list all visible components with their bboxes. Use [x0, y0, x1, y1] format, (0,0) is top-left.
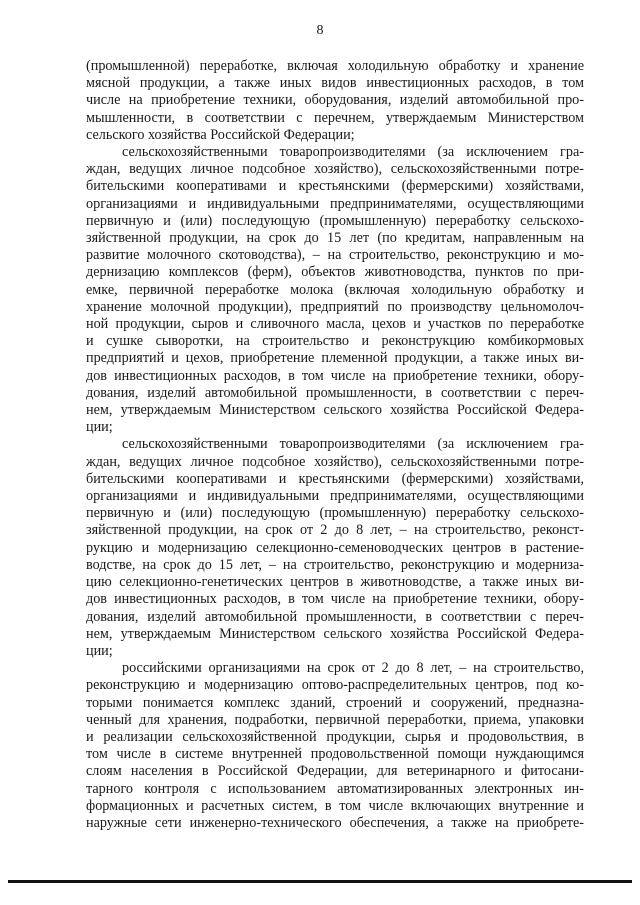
text-line: организациями и индивидуальными предпринимателями, осуществляющими: [86, 195, 584, 212]
text-line: бительскими кооперативами и крестьянскими (фермерскими) хозяйствами,: [86, 470, 584, 487]
text-line: том числе в системе внутренней продовольственной помощи нуждающимся: [86, 746, 584, 763]
text-line: дования, изделий автомобильной промышленности, в соответствии с переч-: [86, 384, 584, 401]
text-line: ции;: [86, 642, 113, 659]
paragraph: [86, 58, 584, 144]
text-line: рукцию и модернизацию селекционно-семеноводческих центров в растение-: [86, 539, 584, 556]
text-line: бительскими кооперативами и крестьянскими (фермерскими) хозяйствами,: [86, 178, 584, 195]
text-line: слоям населения в Российской Федерации, для ветеринарного и фитосани-: [86, 763, 584, 780]
page-number: 8: [316, 23, 324, 38]
text-line: первичную и (или) последующую (промышленную) переработку сельскохо-: [86, 505, 584, 522]
text-line: российскими организациями на срок от 2 до 8 лет, – на строительство,: [122, 660, 584, 677]
text-line: емке, первичной переработке молока (включая холодильную обработку и: [86, 281, 584, 298]
text-line: числе на приобретение техники, оборудования, изделий автомобильной про-: [86, 92, 584, 109]
text-line: ции;: [86, 419, 113, 436]
text-line: ченный для хранения, подработки, первичной переработки, приема, упаковки: [86, 711, 584, 728]
text-line: зяйственной продукции, на срок от 2 до 8 лет, – на строительство, реконст-: [86, 522, 584, 539]
text-line: водстве, на срок до 15 лет, – на строительство, реконструкцию и модерниза-: [86, 556, 584, 573]
text-line: организациями и индивидуальными предпринимателями, осуществляющими: [86, 488, 584, 505]
text-line: дов инвестиционных расходов, в том числе на приобретение техники, обору-: [86, 367, 584, 384]
text-line: сельскохозяйственными товаропроизводителями (за исключением гра-: [122, 436, 584, 453]
text-line: сельского хозяйства Российской Федерации;: [86, 126, 355, 143]
text-line: предприятий и цехов, приобретение племенной продукции, а также иных ви-: [86, 350, 584, 367]
paragraph: [86, 660, 584, 832]
text-line: и реализации сельскохозяйственной продукции, сырья и продовольствия, в: [86, 728, 584, 745]
text-line: мясной продукции, а также иных видов инвестиционных расходов, в том: [86, 75, 584, 92]
text-line: реконструкцию и модернизацию оптово-распределительных центров, под ко-: [86, 677, 584, 694]
paragraph: [86, 144, 584, 436]
text-line: нем, утверждаемым Министерством сельского хозяйства Российской Федера-: [86, 402, 584, 419]
text-line: ной продукции, сыров и сливочного масла, цехов и участков по переработке: [86, 316, 584, 333]
text-line: и сушке сыворотки, на строительство и реконструкцию комбикормовых: [86, 333, 584, 350]
text-line: формационных и расчетных систем, в том числе включающих внутренние и: [86, 797, 584, 814]
text-line: тарного контроля с использованием автоматизированных электронных ин-: [86, 780, 584, 797]
document-body: [86, 58, 584, 832]
paragraph: [86, 436, 584, 660]
text-line: развитие молочного скотоводства), – на строительство, реконструкцию и мо-: [86, 247, 584, 264]
text-line: цию селекционно-генетических центров в животноводстве, а также иных ви-: [86, 574, 584, 591]
text-line: хранение молочной продукции), предприятий по производству цельномолоч-: [86, 298, 584, 315]
text-line: дов инвестиционных расходов, в том числе на приобретение техники, обору-: [86, 591, 584, 608]
text-line: (промышленной) переработке, включая холодильную обработку и хранение: [86, 58, 584, 74]
bottom-rule: [8, 880, 632, 883]
text-line: сельскохозяйственными товаропроизводителями (за исключением гра-: [122, 144, 584, 161]
text-line: зяйственной продукции, на срок до 15 лет (по кредитам, направленным на: [86, 230, 584, 247]
text-line: ждан, ведущих личное подсобное хозяйство), сельскохозяйственными потре-: [86, 453, 584, 470]
text-line: дернизацию комплексов (ферм), объектов животноводства, пунктов по при-: [86, 264, 584, 281]
text-line: мышленности, в соответствии с перечнем, утверждаемым Министерством: [86, 109, 584, 126]
text-line: нем, утверждаемым Министерством сельского хозяйства Российской Федера-: [86, 625, 584, 642]
text-line: ждан, ведущих личное подсобное хозяйство), сельскохозяйственными потре-: [86, 161, 584, 178]
text-line: первичную и (или) последующую (промышленную) переработку сельскохо-: [86, 212, 584, 229]
text-line: дования, изделий автомобильной промышленности, в соответствии с переч-: [86, 608, 584, 625]
text-line: торыми понимается комплекс зданий, строений и сооружений, предназна-: [86, 694, 584, 711]
text-line: наружные сети инженерно-технического обеспечения, а также на приобрете-: [86, 814, 584, 831]
